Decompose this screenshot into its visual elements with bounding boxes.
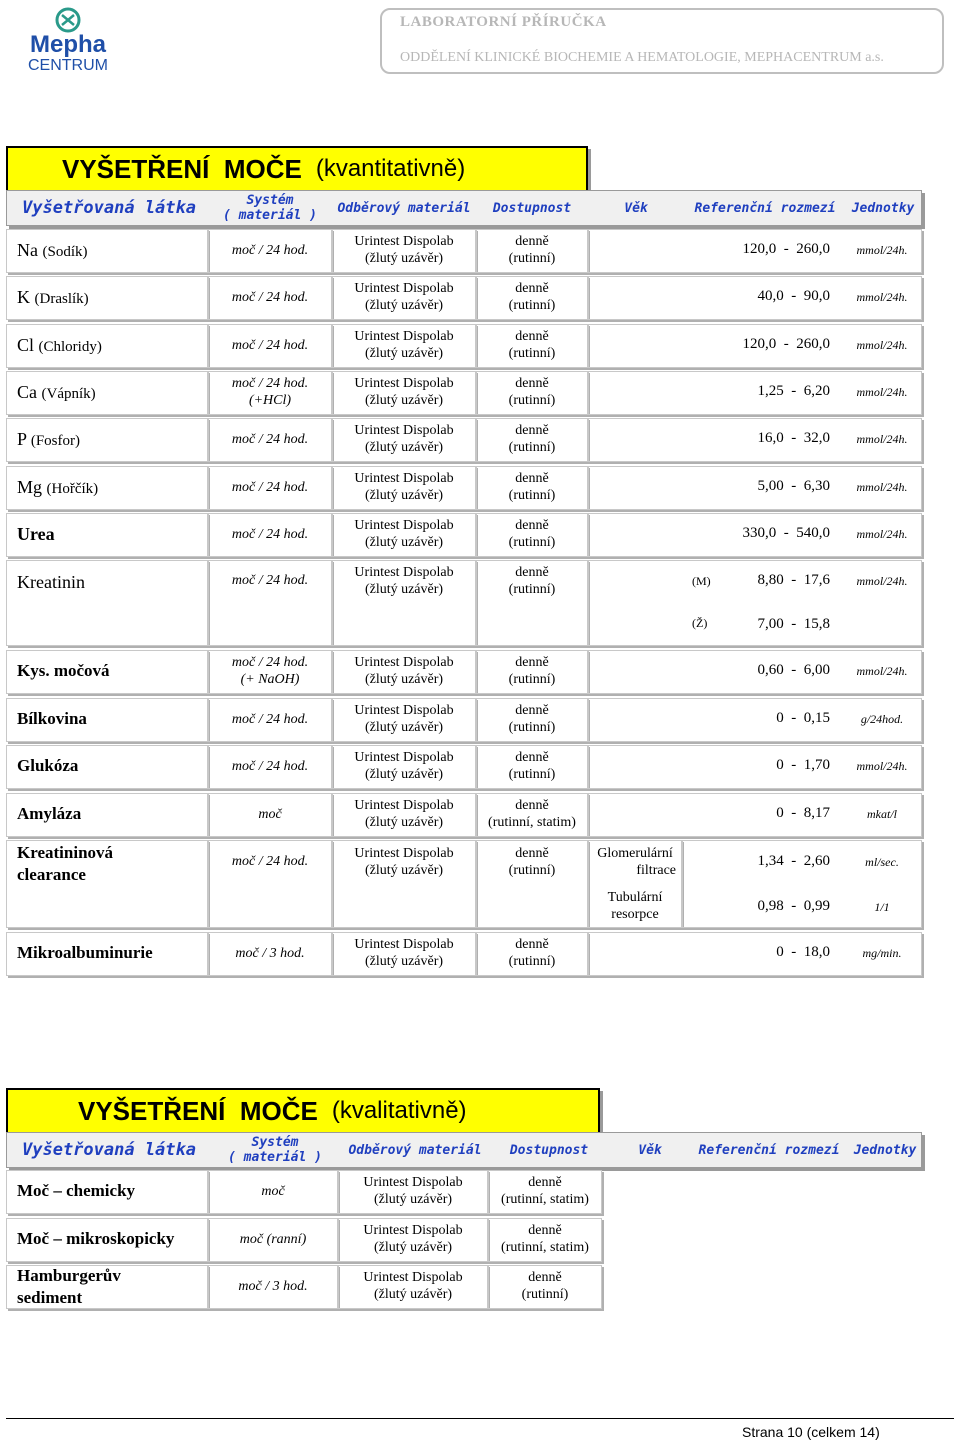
table-row <box>6 466 920 510</box>
ref-value: 16,0 - 32,0 <box>757 430 830 447</box>
unit-value: mmol/24h. <box>856 290 908 305</box>
unit-value: mmol/24h. <box>856 337 908 352</box>
ref-glomerular: 1,34 - 2,60 <box>757 853 830 869</box>
ref-tubular: 0,98 - 0,99 <box>757 898 830 914</box>
line: (rutinní) <box>508 298 556 314</box>
table-row <box>6 1265 920 1309</box>
unit-glomerular: ml/sec. <box>865 855 899 869</box>
line: (rutinní) <box>508 534 556 550</box>
dostupnost-value <box>476 517 588 551</box>
latka-name: Kys. močová <box>17 661 110 680</box>
ref-value: 0 - 8,17 <box>776 804 830 821</box>
col-jednotky: Jednotky <box>851 200 915 216</box>
line: denně <box>515 517 549 533</box>
dostupnost-value <box>476 375 588 409</box>
line: (žlutý uzávěr) <box>364 767 444 782</box>
line: (rutinní) <box>508 345 556 361</box>
logo-text-mepha: Mepha <box>29 31 107 58</box>
latka-name <box>17 429 80 450</box>
latka-symbol: Cl <box>17 334 35 355</box>
odber-value <box>332 470 476 504</box>
ref-male: 8,80 - 17,6 <box>757 572 830 588</box>
table-row <box>6 324 920 368</box>
latka-symbol: Ca <box>17 381 37 402</box>
line: (rutinní) <box>521 1287 569 1302</box>
line: denně <box>515 234 549 249</box>
tubular-label: Tubulární resorpce <box>607 890 663 922</box>
latka-name: Kreatininová clearance <box>17 843 114 884</box>
latka-name <box>17 240 88 261</box>
dostupnost-value: denně (rutinní) <box>508 937 556 969</box>
female-label: (Ž) <box>692 616 708 630</box>
line: (žlutý uzávěr) <box>364 345 444 361</box>
line: (rutinní) <box>508 672 556 687</box>
latka-name: Mikroalbuminurie <box>17 943 153 962</box>
latka-symbol: P <box>17 429 27 450</box>
line: denně <box>515 281 549 297</box>
dostupnost-value: denně (rutinní) <box>508 565 556 597</box>
line: (žlutý uzávěr) <box>364 719 444 735</box>
unit-value: mmol/24h. <box>856 664 908 678</box>
unit-value: mmol/24h. <box>856 759 908 773</box>
line: (žlutý uzávěr) <box>364 440 444 456</box>
ref-value: 330,0 - 540,0 <box>742 524 830 541</box>
col-system: Systém ( materiál ) <box>228 1135 322 1165</box>
dostupnost-value <box>476 422 588 456</box>
unit-value: mmol/24h. <box>856 243 908 257</box>
col-ref: Referenční rozmezí <box>694 200 836 216</box>
col-odber: Odběrový materiál <box>337 200 471 216</box>
line: (žlutý uzávěr) <box>364 534 444 550</box>
line: denně <box>515 797 549 813</box>
system-value: moč <box>261 1184 285 1199</box>
ref-value: 5,00 - 6,30 <box>757 477 830 494</box>
latka-name <box>17 524 55 545</box>
col-latka: Vyšetřovaná látka <box>22 1139 196 1160</box>
ref-value: 1,25 - 6,20 <box>757 382 830 399</box>
ref-value: 120,0 - 260,0 <box>742 241 830 257</box>
line: Urintest Dispolab <box>354 797 454 813</box>
latka-symbol: Mg <box>17 476 43 497</box>
latka-subname: (Sodík) <box>42 244 88 260</box>
line: (žlutý uzávěr) <box>364 392 444 408</box>
logo-text-centrum: CENTRUM <box>28 57 108 74</box>
ref-value: 120,0 - 260,0 <box>742 335 830 352</box>
system-value: moč / 24 hod. <box>231 711 309 727</box>
line: denně <box>528 1270 562 1285</box>
dostupnost-value <box>488 1174 602 1208</box>
line: Urintest Dispolab <box>363 1222 463 1238</box>
latka-subname: (Fosfor) <box>30 433 81 450</box>
line: denně <box>515 655 549 670</box>
table-row <box>6 513 920 557</box>
dostupnost-value <box>476 797 588 831</box>
line: (rutinní) <box>508 719 556 735</box>
mephacentrum-logo <box>18 6 118 76</box>
system-value: moč / 24 hod. <box>231 759 309 774</box>
system-value: moč / 24 hod. <box>231 243 309 258</box>
latka-subname: (Chloridy) <box>38 338 102 355</box>
odber-value <box>332 749 476 783</box>
dostupnost-value <box>476 749 588 783</box>
latka-name <box>17 287 89 308</box>
latka-symbol: Na <box>17 240 38 260</box>
section-title-quantitative <box>6 146 588 192</box>
line: (rutinní) <box>508 440 556 456</box>
odber-value <box>332 517 476 551</box>
col-latka: Vyšetřovaná látka <box>22 197 196 218</box>
latka-name: Glukóza <box>17 756 79 775</box>
line: (žlutý uzávěr) <box>364 814 444 830</box>
table-row <box>6 698 920 742</box>
dostupnost-value <box>476 280 588 314</box>
table-row <box>6 793 920 837</box>
line: Urintest Dispolab <box>354 750 454 765</box>
odber-value <box>332 280 476 314</box>
ref-value: 0 - 1,70 <box>776 757 830 773</box>
latka-name: Moč – chemicky <box>17 1181 136 1200</box>
line: denně <box>515 423 549 439</box>
unit-value: mmol/24h. <box>856 384 908 399</box>
line: moč / 24 hod. <box>231 655 309 670</box>
odber-value: Urintest Dispolab (žlutý uzávěr) <box>354 846 454 878</box>
table-row <box>6 1218 920 1262</box>
system-value: moč / 3 hod. <box>235 946 305 961</box>
line: Urintest Dispolab <box>354 702 454 718</box>
system-value: moč <box>258 806 282 822</box>
odber-value <box>332 233 476 267</box>
line: denně <box>515 470 549 486</box>
ref-value: 40,0 - 90,0 <box>757 288 830 305</box>
unit-value: mmol/24h. <box>856 432 908 447</box>
section-title-normal: (kvantitativně) <box>315 155 466 182</box>
table-row <box>6 371 920 415</box>
odber-value <box>338 1222 488 1256</box>
col-system-line1: Systém <box>246 193 294 208</box>
column-header-row-2 <box>6 1132 922 1168</box>
dostupnost-value <box>488 1269 602 1303</box>
dostupnost-value <box>476 702 588 736</box>
line: denně <box>515 750 549 765</box>
col-vek: Věk <box>638 1142 662 1158</box>
unit-value: mmol/24h. <box>856 526 908 541</box>
line: (žlutý uzávěr) <box>364 672 444 687</box>
table-row <box>6 650 920 694</box>
latka-symbol: Urea <box>17 523 55 544</box>
line: denně <box>515 702 549 718</box>
unit-tubular: 1/1 <box>874 900 890 914</box>
system-value <box>208 654 332 688</box>
odber-value <box>332 422 476 456</box>
system-value: moč / 24 hod. <box>231 432 309 448</box>
dostupnost-value <box>476 233 588 267</box>
dostupnost-value <box>476 654 588 688</box>
table-row <box>6 229 920 273</box>
section-title-bold: VYŠETŘENÍ MOČE <box>78 1095 318 1126</box>
system-value: moč / 24 hod. <box>231 290 309 306</box>
line: (rutinní, statim) <box>501 1192 589 1207</box>
line: (+HCl) <box>248 392 292 408</box>
line: Urintest Dispolab <box>363 1270 463 1285</box>
line: Urintest Dispolab <box>354 281 454 297</box>
system-value: moč / 24 hod. <box>231 526 309 542</box>
logo-emblem-icon <box>18 6 118 76</box>
section-title-qualitative <box>6 1088 600 1134</box>
col-vek: Věk <box>624 200 648 216</box>
table-row <box>6 1170 920 1214</box>
ref-female: 7,00 - 15,8 <box>757 616 830 632</box>
line: Urintest Dispolab <box>354 423 454 439</box>
table-row-kreatinin <box>6 560 920 646</box>
line: Urintest Dispolab <box>354 375 454 391</box>
dostupnost-value <box>476 328 588 362</box>
line: (rutinní, statim) <box>501 1239 589 1255</box>
line: (žlutý uzávěr) <box>364 487 444 503</box>
section-title-normal: (kvalitativně) <box>331 1097 467 1124</box>
latka-subname: (Draslík) <box>34 291 89 308</box>
odber-value: Urintest Dispolab (žlutý uzávěr) <box>354 565 454 597</box>
table-row-mikroalbuminurie <box>6 932 920 976</box>
dostupnost-value <box>488 1222 602 1256</box>
latka-subname: (Hořčík) <box>46 480 99 497</box>
line: (rutinní) <box>508 487 556 503</box>
page-number: Strana 10 (celkem 14) <box>742 1424 880 1440</box>
odber-value <box>332 654 476 688</box>
line: Urintest Dispolab <box>354 328 454 344</box>
latka-name <box>17 335 102 356</box>
header-title: LABORATORNÍ PŘÍRUČKA <box>400 14 607 30</box>
line: Urintest Dispolab <box>354 470 454 486</box>
line: Urintest Dispolab <box>354 655 454 670</box>
odber-value <box>332 797 476 831</box>
line: moč / 24 hod. <box>231 375 309 391</box>
line: (žlutý uzávěr) <box>373 1192 453 1207</box>
latka-name <box>17 477 98 498</box>
header-subtitle: ODDĚLENÍ KLINICKÉ BIOCHEMIE A HEMATOLOGIE, MEPHACENTRUM a.s. <box>400 50 884 65</box>
line: (rutinní) <box>508 251 556 266</box>
line: denně <box>515 375 549 391</box>
odber-value: Urintest Dispolab (žlutý uzávěr) <box>354 937 454 969</box>
latka-symbol: K <box>17 287 30 308</box>
line: Urintest Dispolab <box>354 234 454 249</box>
odber-value <box>332 375 476 409</box>
col-dostupnost: Dostupnost <box>492 200 572 216</box>
dostupnost-value: denně (rutinní) <box>508 846 556 878</box>
footer-divider <box>6 1418 954 1419</box>
line: (žlutý uzávěr) <box>364 298 444 314</box>
ref-value: 0 - 0,15 <box>776 709 830 726</box>
male-label: (M) <box>692 574 711 588</box>
system-value: moč (ranní) <box>239 1231 307 1247</box>
line: (žlutý uzávěr) <box>373 1287 453 1302</box>
line: denně <box>528 1175 562 1190</box>
line: (rutinní) <box>508 392 556 408</box>
unit-value: mg/min. <box>862 946 902 960</box>
system-value: moč / 3 hod. <box>238 1279 308 1294</box>
line: (rutinní) <box>508 767 556 782</box>
dostupnost-value <box>476 470 588 504</box>
unit-value: mmol/24h. <box>856 574 908 588</box>
system-value: moč / 24 hod. <box>231 573 309 588</box>
table-row <box>6 745 920 789</box>
latka-name: Moč – mikroskopicky <box>17 1228 175 1248</box>
latka-subname: (Vápník) <box>41 385 96 402</box>
system-value <box>208 375 332 409</box>
latka-name: Kreatinin <box>17 572 85 592</box>
line: Urintest Dispolab <box>363 1175 463 1190</box>
latka-name: Bílkovina <box>17 708 87 728</box>
system-value: moč / 24 hod. <box>231 479 309 495</box>
odber-value <box>338 1174 488 1208</box>
line: Urintest Dispolab <box>354 517 454 533</box>
line: Hamburgerův <box>17 1266 121 1285</box>
line: (žlutý uzávěr) <box>364 251 444 266</box>
ref-value: 0,60 - 6,00 <box>757 662 830 678</box>
unit-value: mkat/l <box>867 806 897 821</box>
unit-value: g/24hod. <box>860 711 904 726</box>
table-row <box>6 418 920 462</box>
col-dostupnost: Dostupnost <box>509 1142 589 1158</box>
latka-name: Amyláza <box>17 803 82 823</box>
line: (rutinní, statim) <box>488 814 576 830</box>
line: (+ NaOH) <box>240 672 300 687</box>
col-ref: Referenční rozmezí <box>698 1142 840 1158</box>
line: denně <box>515 328 549 344</box>
line: (žlutý uzávěr) <box>373 1239 453 1255</box>
col-system <box>211 191 329 225</box>
ref-value: 0 - 18,0 <box>776 944 830 960</box>
system-value: moč / 24 hod. <box>231 337 309 353</box>
odber-value <box>332 328 476 362</box>
glomerular-label: Glomerulární filtrace <box>597 846 676 878</box>
table-row <box>6 276 920 320</box>
unit-value: mmol/24h. <box>856 479 908 494</box>
col-jednotky: Jednotky <box>853 1142 917 1158</box>
odber-value <box>338 1269 488 1303</box>
odber-value <box>332 702 476 736</box>
table-row-clearance <box>6 840 920 928</box>
col-odber: Odběrový materiál <box>348 1142 482 1158</box>
system-value: moč / 24 hod. <box>231 854 309 869</box>
section-title-bold: VYŠETŘENÍ MOČE <box>62 153 302 184</box>
col-system-line2: ( materiál ) <box>223 208 317 223</box>
line: sediment <box>17 1288 83 1307</box>
column-header-row <box>6 190 922 226</box>
line: denně <box>528 1222 562 1238</box>
latka-name <box>17 382 96 403</box>
latka-name <box>17 1265 121 1309</box>
